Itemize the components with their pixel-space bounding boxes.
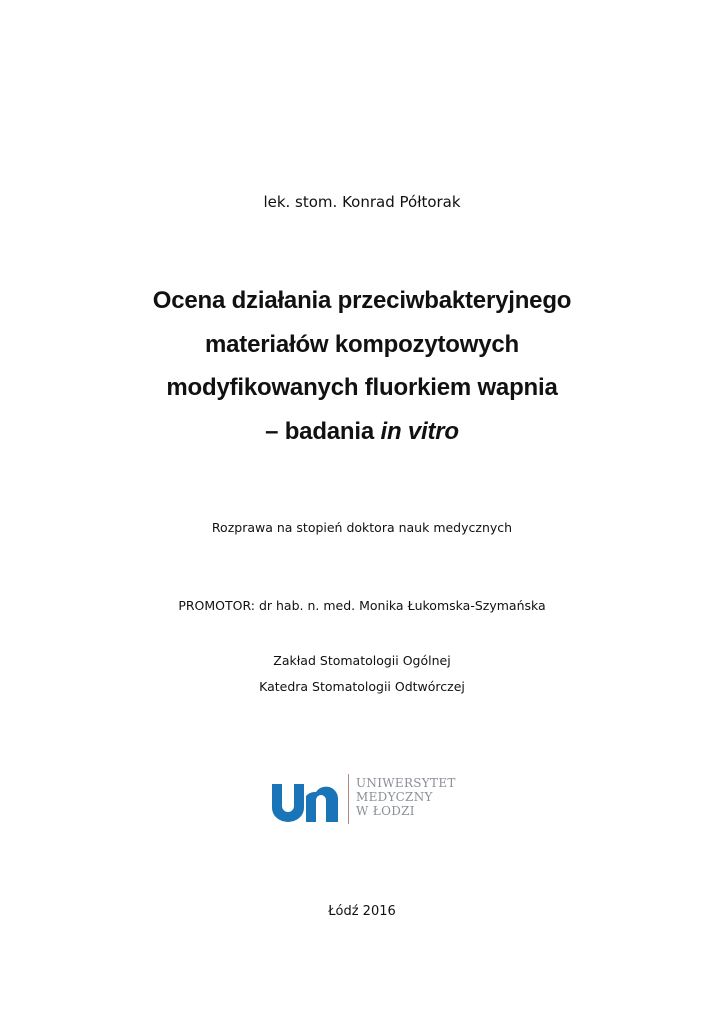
university-name-line-2: MEDYCZNY	[356, 790, 433, 804]
thesis-title-line-1: Ocena działania przeciwbakteryjnego	[152, 287, 572, 314]
promotor: PROMOTOR: dr hab. n. med. Monika Łukomska-Szymańska	[178, 598, 546, 613]
thesis-title-italic: in vitro	[380, 418, 459, 445]
thesis-type: Rozprawa na stopień doktora nauk medycznych	[211, 520, 513, 535]
university-name	[356, 776, 456, 818]
department-line-1: Zakład Stomatologii Ogólnej	[273, 653, 451, 668]
place-and-year: Łódź 2016	[328, 904, 396, 919]
thesis-title-line-3: modyfikowanych fluorkiem wapnia	[166, 374, 558, 401]
logo-divider	[348, 774, 349, 824]
university-logo-icon	[270, 784, 338, 822]
thesis-title-line-4	[0, 418, 724, 446]
university-logo	[270, 774, 470, 824]
university-name-line-3: W ŁODZI	[356, 804, 415, 818]
department-line-2: Katedra Stomatologii Odtwórczej	[259, 679, 465, 694]
university-name-line-1: UNIWERSYTET	[356, 776, 456, 790]
thesis-title-prefix: – badania	[265, 418, 381, 445]
thesis-title-line-2: materiałów kompozytowych	[205, 331, 519, 358]
author-name: lek. stom. Konrad Półtorak	[263, 193, 461, 211]
